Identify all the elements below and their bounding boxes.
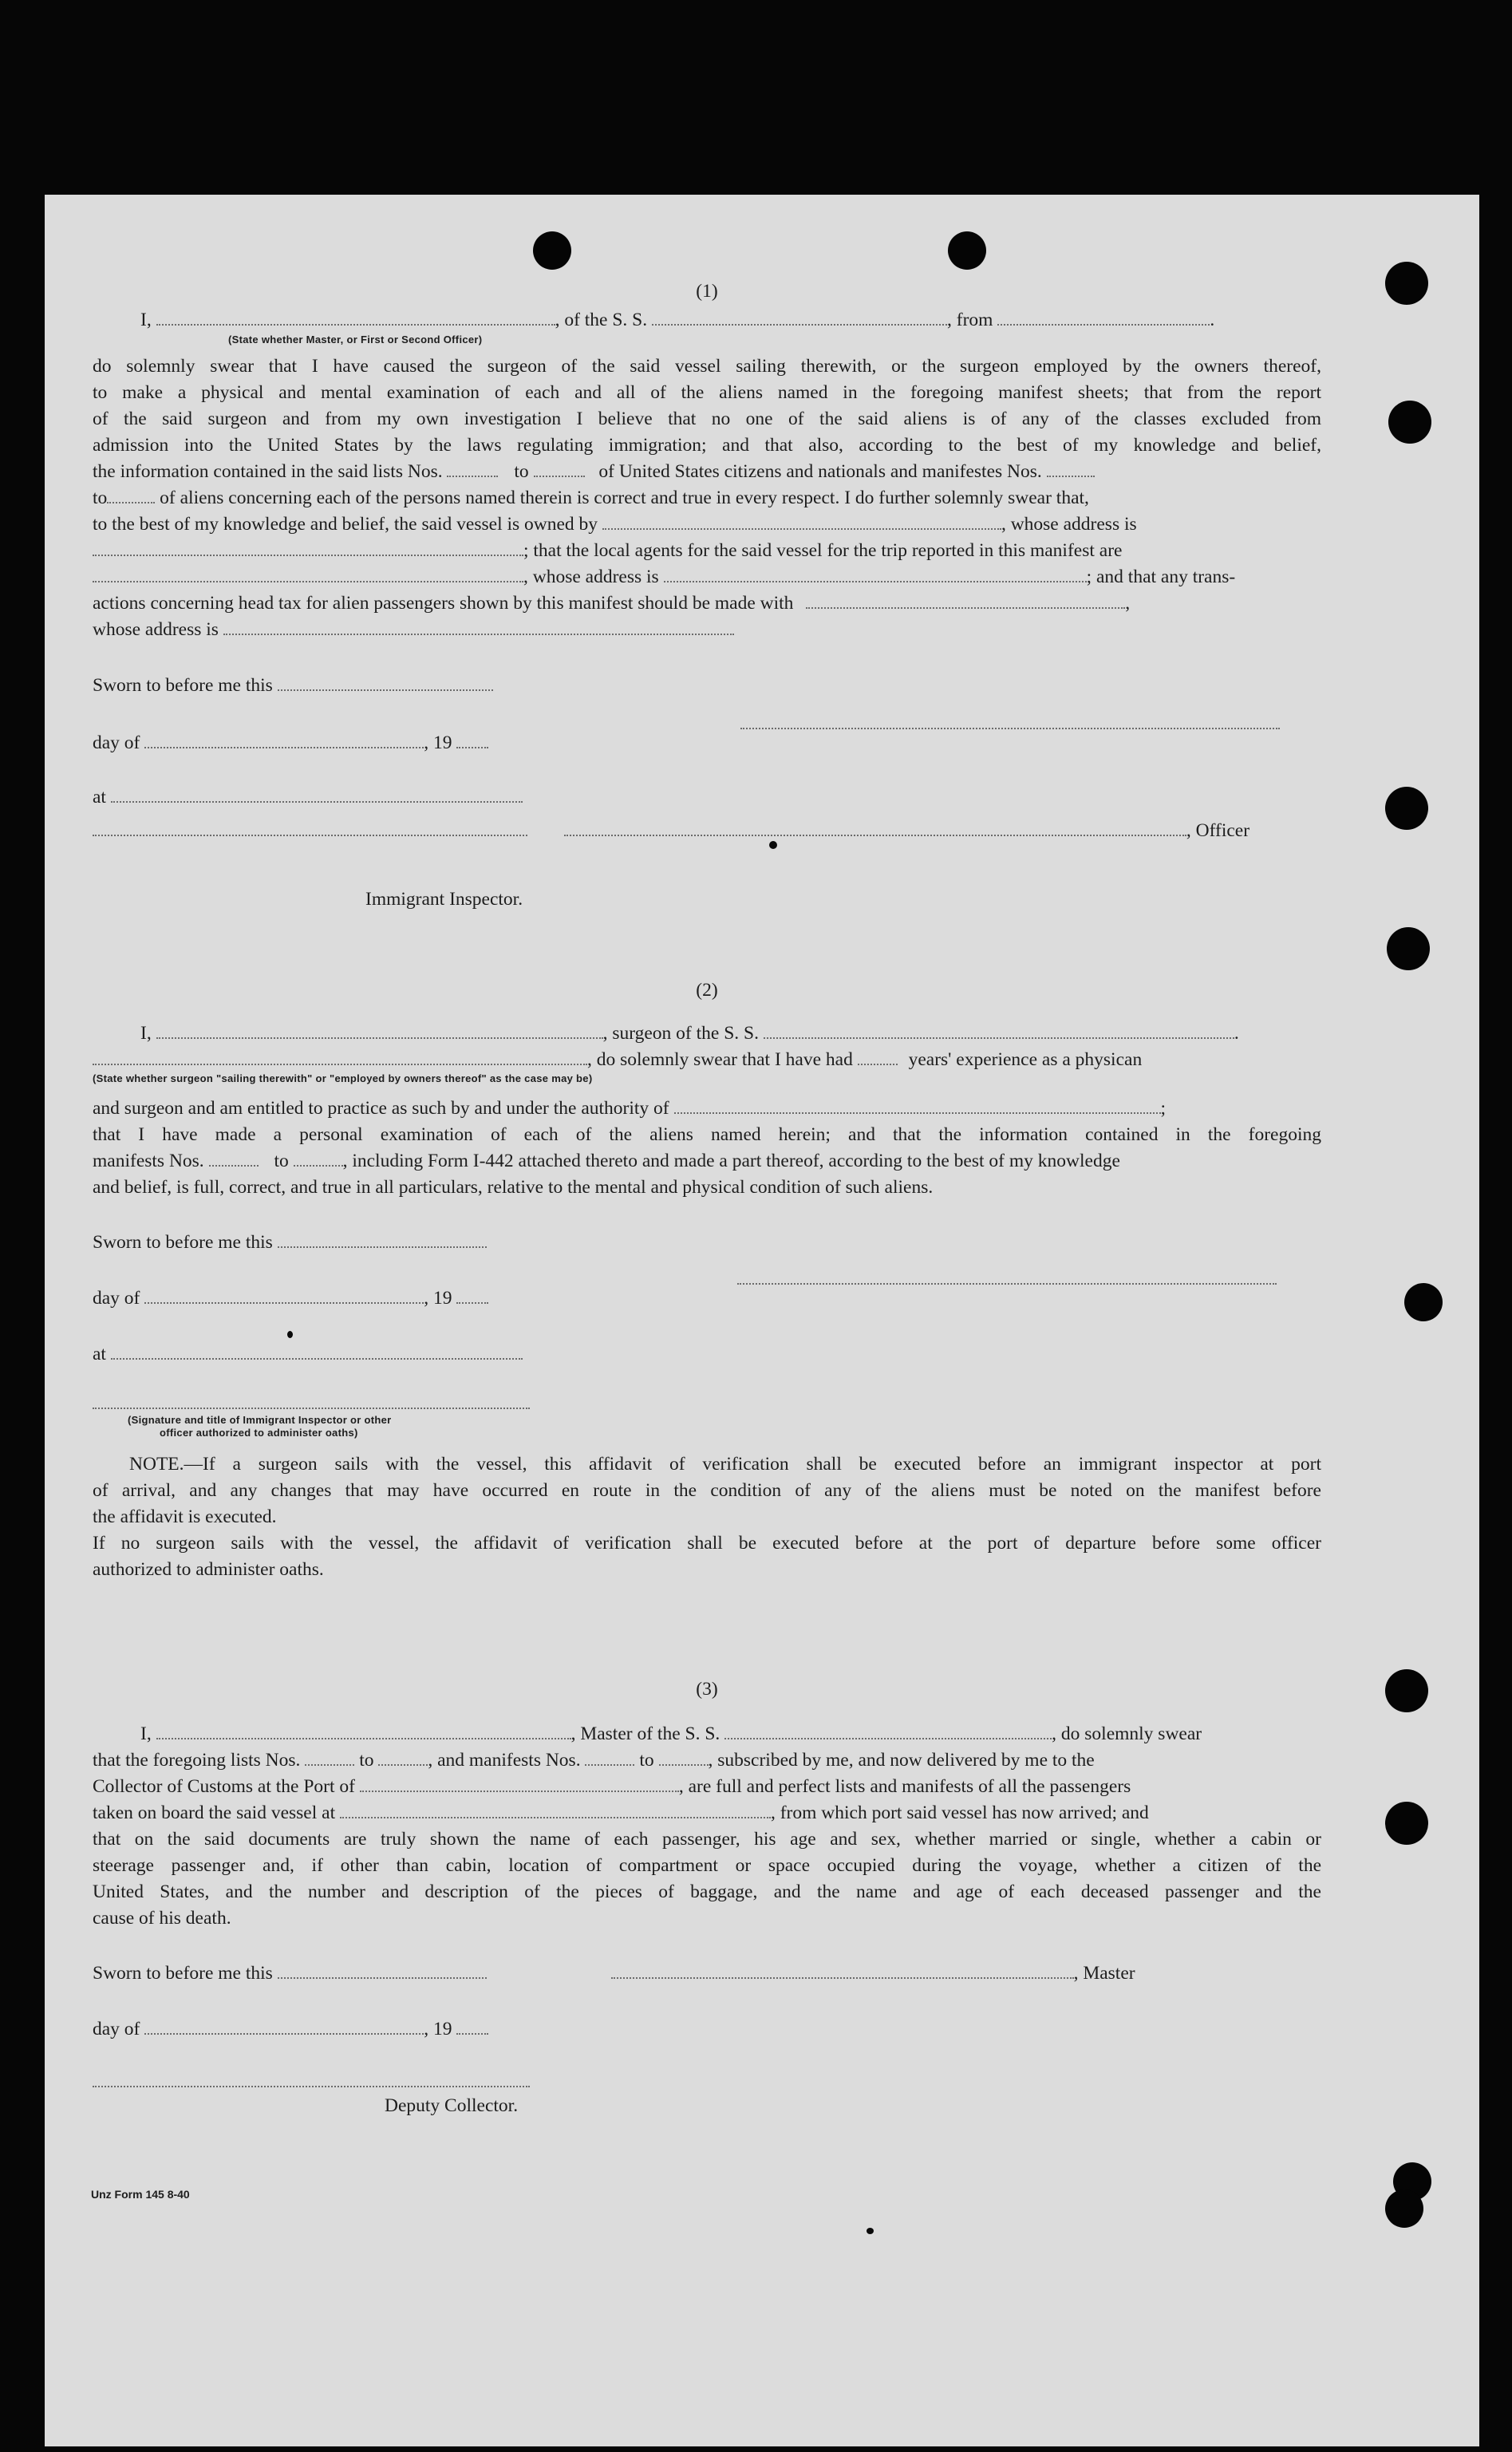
- arrived-text: , from which port said vessel has now arrived; and: [770, 1802, 1149, 1823]
- year-field[interactable]: [456, 2032, 488, 2035]
- body-line: United States, and the number and description of the pieces of baggage, and the name and age of each deceased passenger and the: [93, 1881, 1321, 1902]
- signature-caption: (Signature and title of Immigrant Inspector or other: [128, 1414, 392, 1426]
- whose-address-line: [93, 619, 1321, 641]
- list-to-field[interactable]: [378, 1763, 428, 1766]
- master-name-field[interactable]: [156, 1737, 571, 1739]
- port-line: [93, 1776, 1321, 1798]
- year-label: , 19: [424, 732, 452, 753]
- manifest-from-field[interactable]: [1047, 475, 1095, 477]
- body-line: steerage passenger and, if other than cabin, location of compartment or space occupied during the voyage, whether a citizen of the: [93, 1855, 1321, 1876]
- agents-text: ; that the local agents for the said vessel for the trip reported in this manifest are: [523, 540, 1123, 561]
- signature-line[interactable]: [737, 1283, 1277, 1285]
- address-label: whose address is: [93, 619, 219, 640]
- sworn-line: [93, 1963, 1321, 1984]
- officer-line: I, , of the S. S. , from .: [140, 310, 1215, 330]
- punch-hole: [1385, 2189, 1423, 2228]
- collector-label: Deputy Collector.: [385, 2095, 519, 2116]
- section-number: (3): [696, 1679, 718, 1700]
- owner-text: to the best of my knowledge and belief, the said vessel is owned by: [93, 514, 598, 535]
- manifests-label: manifests Nos.: [93, 1151, 204, 1171]
- port-label: Collector of Customs at the Port of: [93, 1776, 355, 1797]
- officer-signature-field[interactable]: [564, 834, 1186, 836]
- experience-line: [93, 1049, 1321, 1071]
- authority-text: and surgeon and am entitled to practice as such by and under the authority of: [93, 1098, 669, 1119]
- vessel-name-field[interactable]: [652, 323, 947, 326]
- section-number: (1): [696, 281, 718, 302]
- manifest-to-field[interactable]: [294, 1164, 343, 1167]
- inspector-label: Immigrant Inspector.: [365, 889, 523, 910]
- lists-nos-label: the information contained in the said lists Nos.: [93, 461, 443, 482]
- to-label: to: [93, 488, 108, 508]
- year-label: , 19: [424, 1288, 452, 1309]
- i-label: I,: [140, 310, 152, 330]
- lists-text: , are full and perfect lists and manifests of all the passengers: [678, 1776, 1131, 1797]
- sworn-label: Sworn to before me this: [93, 675, 273, 696]
- inspector-signature-line[interactable]: [93, 1408, 530, 1409]
- to-label: to: [359, 1750, 374, 1771]
- agent-address-field[interactable]: [664, 580, 1087, 582]
- manifest-from-field[interactable]: [209, 1164, 259, 1167]
- sworn-line: [93, 675, 1321, 697]
- owner-field[interactable]: [602, 527, 1001, 530]
- to-label: to: [514, 461, 529, 482]
- day-line: [93, 2019, 1321, 2040]
- day-label: day of: [93, 2019, 140, 2039]
- trans-text: ; and that any trans-: [1086, 567, 1236, 587]
- document-page: [45, 195, 1479, 2446]
- head-tax-address-field[interactable]: [223, 633, 734, 635]
- punch-hole: [1388, 401, 1431, 444]
- officer-title-field[interactable]: [156, 323, 555, 326]
- departure-port-field[interactable]: [340, 1816, 771, 1818]
- day-line: [93, 1288, 1321, 1309]
- manifest-to-field[interactable]: [659, 1763, 709, 1766]
- to-label: to: [274, 1151, 289, 1171]
- head-tax-agent-field[interactable]: [806, 606, 1125, 609]
- agent-address-line: [93, 567, 1321, 588]
- punch-hole: [1404, 1283, 1443, 1321]
- note-line: of arrival, and any changes that may have occurred en route in the condition of any of the aliens must be noted on the manifest before: [93, 1480, 1321, 1501]
- master-signature-field[interactable]: [611, 1976, 1074, 1979]
- at-field[interactable]: [111, 800, 523, 803]
- punch-hole: [1385, 787, 1428, 830]
- form-id: Unz Form 145 8-40: [91, 2188, 190, 2201]
- section-1: [93, 281, 1321, 1015]
- aliens-text: of aliens concerning each of the persons named therein is correct and true in every respect. I do further solemnly swear that,: [160, 488, 1089, 508]
- punch-hole: [948, 231, 986, 270]
- note-line: [93, 1454, 1321, 1475]
- delivered-text: , subscribed by me, and now delivered by me to the: [708, 1750, 1095, 1771]
- punch-hole: [1385, 1802, 1428, 1845]
- officer-label: , Officer: [1186, 820, 1250, 841]
- day-line: [93, 732, 1321, 754]
- authority-line: and surgeon and am entitled to practice as such by and under the authority of ;: [93, 1098, 1167, 1119]
- taken-line: [93, 1802, 1321, 1824]
- master-label: , Master: [1073, 1963, 1135, 1984]
- sworn-date-field[interactable]: [278, 1246, 487, 1248]
- year-field[interactable]: [456, 746, 488, 748]
- manifest-to-field[interactable]: [107, 501, 155, 503]
- taken-label: taken on board the said vessel at: [93, 1802, 336, 1823]
- year-label: , 19: [424, 2019, 452, 2039]
- officer-caption: (State whether Master, or First or Second Officer): [228, 334, 483, 345]
- owner-line: [93, 514, 1321, 535]
- day-field[interactable]: [144, 2032, 424, 2035]
- signature-caption: officer authorized to administer oaths): [160, 1427, 358, 1439]
- experience-text: , do solemnly swear that I have had: [587, 1049, 853, 1070]
- manifest-from-field[interactable]: [585, 1763, 634, 1766]
- lists-label: that the foregoing lists Nos.: [93, 1750, 301, 1771]
- body-line: and belief, is full, correct, and true in all particulars, relative to the mental and physical condition of such aliens.: [93, 1177, 934, 1198]
- sworn-label: Sworn to before me this: [93, 1963, 273, 1984]
- collector-signature-line[interactable]: [93, 2086, 530, 2087]
- punch-hole: [1385, 262, 1428, 305]
- form-text: , including Form I-442 attached thereto and made a part thereof, according to the best of my knowledge: [342, 1151, 1120, 1171]
- head-tax-text: actions concerning head tax for alien passengers shown by this manifest should be made with: [93, 593, 794, 614]
- list-from-field[interactable]: [447, 475, 498, 477]
- day-field[interactable]: [144, 1301, 424, 1304]
- address-label: , whose address is: [1001, 514, 1137, 535]
- inspector-field[interactable]: [93, 834, 527, 836]
- lists-line: [93, 461, 1321, 483]
- year-field[interactable]: [456, 1301, 488, 1304]
- swear-text: , do solemnly swear: [1052, 1724, 1202, 1744]
- lists-line: [93, 1750, 1321, 1771]
- i-label: I,: [140, 1724, 152, 1744]
- of-the-ss-label: , of the S. S.: [555, 310, 648, 330]
- note-text: If no surgeon sails with the vessel, the affidavit of verification shall be executed before at the port of departure before some officer: [93, 1533, 1321, 1554]
- sworn-date-field[interactable]: [278, 1976, 487, 1979]
- body-line: do solemnly swear that I have caused the surgeon of the said vessel sailing therewith, or the surgeon employed by the owners thereof,: [93, 356, 1321, 377]
- note-text: NOTE.—If a surgeon sails with the vessel, this affidavit of verification shall be executed before an immigrant inspector at port: [129, 1454, 1321, 1475]
- citizens-label: of United States citizens and nationals and manifestes Nos.: [598, 461, 1042, 482]
- manifests-line: [93, 1151, 1321, 1172]
- surgeon-name-field[interactable]: [156, 1036, 603, 1039]
- list-to-field[interactable]: [534, 475, 585, 477]
- agents-field[interactable]: [93, 580, 523, 582]
- surgeon-status-field[interactable]: [93, 1063, 587, 1065]
- owner-address-field[interactable]: [93, 554, 523, 556]
- to-label: to: [639, 1750, 654, 1771]
- surgeon-line: I, , surgeon of the S. S. .: [140, 1023, 1239, 1044]
- at-label: at: [93, 787, 106, 807]
- port-field[interactable]: [360, 1790, 679, 1792]
- i-label: I,: [140, 1023, 152, 1044]
- body-line: to make a physical and mental examination of each and all of the aliens named in the foregoing manifest sheets; that from the report: [93, 382, 1321, 403]
- body-line: that I have made a personal examination of each of the aliens named herein; and that the information contained in the foregoing: [93, 1124, 1321, 1145]
- note-line: authorized to administer oaths.: [93, 1559, 324, 1580]
- section-2: [93, 980, 1321, 1778]
- body-line: that on the said documents are truly shown the name of each passenger, his age and sex, whether married or single, whether a cabin or: [93, 1829, 1321, 1850]
- master-line: [93, 1724, 1321, 1745]
- sworn-line: [93, 1232, 1321, 1254]
- agents-line: [93, 540, 1321, 562]
- aliens-line: [93, 488, 1321, 509]
- vessel-name-field[interactable]: [724, 1737, 1052, 1739]
- manifests-label: , and manifests Nos.: [428, 1750, 581, 1771]
- body-line: of the said surgeon and from my own investigation I believe that no one of the said aliens is of any of the classes excluded from: [93, 409, 1321, 429]
- list-from-field[interactable]: [305, 1763, 354, 1766]
- physician-text: years' experience as a physican: [908, 1049, 1143, 1070]
- from-port-field[interactable]: [997, 323, 1210, 326]
- body-line: cause of his death.: [93, 1908, 231, 1929]
- surgeon-caption: (State whether surgeon "sailing therewith" or "employed by owners thereof" as the case may be): [93, 1072, 593, 1084]
- at-line: [93, 787, 1321, 808]
- at-label: at: [93, 1344, 106, 1364]
- note-line: [93, 1533, 1321, 1554]
- at-line: [93, 1344, 1321, 1365]
- day-label: day of: [93, 1288, 140, 1309]
- sworn-label: Sworn to before me this: [93, 1232, 273, 1253]
- day-field[interactable]: [144, 746, 424, 748]
- section-number: (2): [696, 980, 718, 1001]
- day-label: day of: [93, 732, 140, 753]
- head-tax-line: actions concerning head tax for alien passengers shown by this manifest should be made with ,: [93, 593, 1131, 614]
- officer-signature-line: [93, 820, 1321, 842]
- surgeon-of-label: , surgeon of the S. S.: [602, 1023, 759, 1044]
- sworn-date-field[interactable]: [278, 689, 493, 691]
- address-label: , whose address is: [523, 567, 659, 587]
- signature-line[interactable]: [740, 728, 1280, 729]
- body-line: admission into the United States by the laws regulating immigration; and that also, according to the best of my knowledge and belief,: [93, 435, 1321, 456]
- punch-hole: [533, 231, 571, 270]
- from-label: , from: [947, 310, 993, 330]
- years-field[interactable]: [858, 1063, 898, 1065]
- authority-field[interactable]: [674, 1111, 1161, 1114]
- at-field[interactable]: [111, 1357, 523, 1360]
- vessel-name-field[interactable]: [764, 1036, 1234, 1039]
- punch-hole: [1385, 1669, 1428, 1712]
- master-of-label: , Master of the S. S.: [570, 1724, 720, 1744]
- section-3: [93, 1679, 1321, 2349]
- punch-hole: [1387, 927, 1430, 970]
- note-line: the affidavit is executed.: [93, 1506, 277, 1527]
